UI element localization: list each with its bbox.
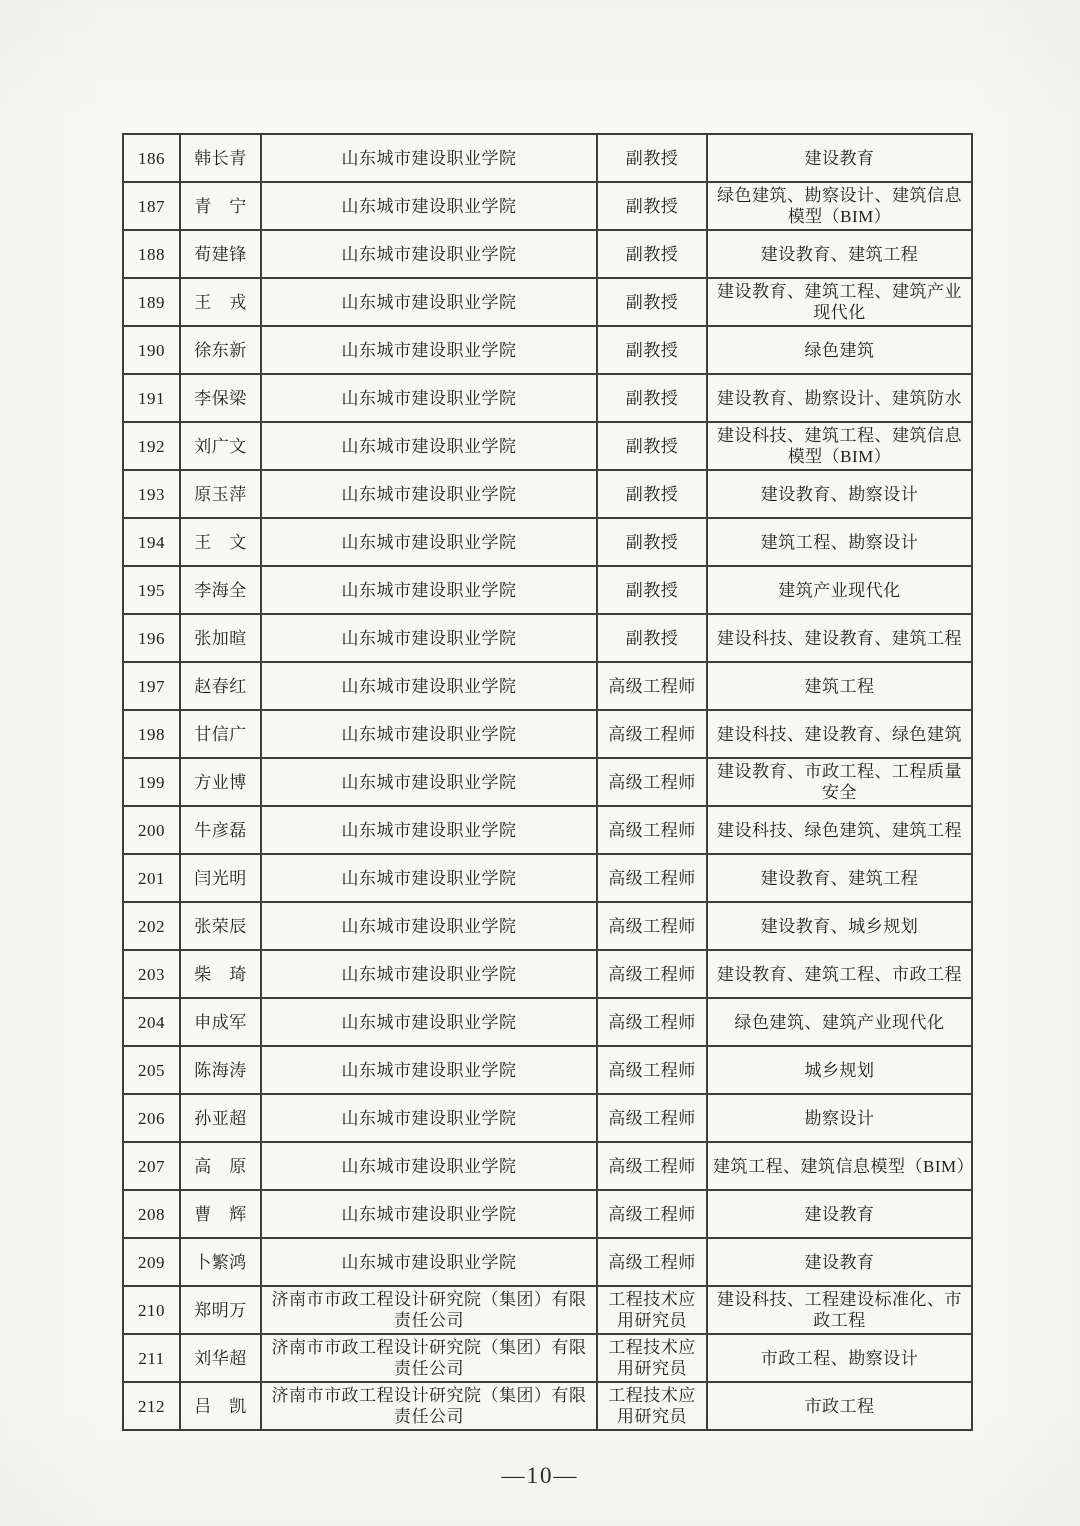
- cell-expertise-field: 建设教育、建筑工程: [707, 230, 972, 278]
- table-row: [123, 1382, 972, 1430]
- cell-professional-title: 高级工程师: [597, 950, 707, 998]
- cell-professional-title: 工程技术应用研究员: [597, 1382, 707, 1430]
- cell-professional-title: 高级工程师: [597, 1238, 707, 1286]
- cell-person-name: 卜繁鸿: [180, 1238, 261, 1286]
- cell-person-name: 孙亚超: [180, 1094, 261, 1142]
- cell-expertise-field: 建设科技、绿色建筑、建筑工程: [707, 806, 972, 854]
- cell-serial-number: 211: [123, 1334, 180, 1382]
- table-row: [123, 374, 972, 422]
- table-row: [123, 614, 972, 662]
- table-row: [123, 1142, 972, 1190]
- cell-person-name: 郑明万: [180, 1286, 261, 1334]
- cell-serial-number: 210: [123, 1286, 180, 1334]
- cell-organization: 山东城市建设职业学院: [261, 614, 597, 662]
- cell-expertise-field: 建设教育、建筑工程、市政工程: [707, 950, 972, 998]
- cell-professional-title: 高级工程师: [597, 1190, 707, 1238]
- cell-serial-number: 190: [123, 326, 180, 374]
- cell-organization: 山东城市建设职业学院: [261, 1094, 597, 1142]
- cell-organization: 山东城市建设职业学院: [261, 470, 597, 518]
- cell-organization: 山东城市建设职业学院: [261, 902, 597, 950]
- cell-professional-title: 副教授: [597, 374, 707, 422]
- cell-serial-number: 198: [123, 710, 180, 758]
- cell-organization: 山东城市建设职业学院: [261, 134, 597, 182]
- table-row: [123, 230, 972, 278]
- cell-organization: 山东城市建设职业学院: [261, 230, 597, 278]
- cell-person-name: 张加暄: [180, 614, 261, 662]
- cell-expertise-field: 市政工程、勘察设计: [707, 1334, 972, 1382]
- cell-serial-number: 192: [123, 422, 180, 470]
- cell-serial-number: 204: [123, 998, 180, 1046]
- personnel-roster-table: [122, 133, 973, 1431]
- cell-expertise-field: 建设教育、城乡规划: [707, 902, 972, 950]
- cell-professional-title: 高级工程师: [597, 998, 707, 1046]
- cell-serial-number: 196: [123, 614, 180, 662]
- cell-person-name: 牛彦磊: [180, 806, 261, 854]
- cell-organization: 济南市市政工程设计研究院（集团）有限责任公司: [261, 1382, 597, 1430]
- cell-expertise-field: 绿色建筑、建筑产业现代化: [707, 998, 972, 1046]
- cell-expertise-field: 建设教育: [707, 1238, 972, 1286]
- cell-person-name: 吕 凯: [180, 1382, 261, 1430]
- cell-person-name: 赵春红: [180, 662, 261, 710]
- table-row: [123, 950, 972, 998]
- cell-professional-title: 副教授: [597, 182, 707, 230]
- cell-organization: 山东城市建设职业学院: [261, 1190, 597, 1238]
- cell-serial-number: 199: [123, 758, 180, 806]
- table-row: [123, 710, 972, 758]
- cell-professional-title: 高级工程师: [597, 758, 707, 806]
- cell-serial-number: 191: [123, 374, 180, 422]
- cell-person-name: 王 戎: [180, 278, 261, 326]
- cell-professional-title: 副教授: [597, 614, 707, 662]
- cell-professional-title: 副教授: [597, 278, 707, 326]
- table-row: [123, 998, 972, 1046]
- cell-serial-number: 205: [123, 1046, 180, 1094]
- cell-person-name: 甘信广: [180, 710, 261, 758]
- cell-organization: 山东城市建设职业学院: [261, 518, 597, 566]
- cell-expertise-field: 市政工程: [707, 1382, 972, 1430]
- cell-expertise-field: 建设科技、工程建设标准化、市政工程: [707, 1286, 972, 1334]
- cell-serial-number: 206: [123, 1094, 180, 1142]
- cell-expertise-field: 建筑工程: [707, 662, 972, 710]
- table-row: [123, 758, 972, 806]
- table-row: [123, 1286, 972, 1334]
- cell-person-name: 李保梁: [180, 374, 261, 422]
- table-row: [123, 1238, 972, 1286]
- cell-serial-number: 202: [123, 902, 180, 950]
- cell-person-name: 荀建锋: [180, 230, 261, 278]
- cell-organization: 山东城市建设职业学院: [261, 1046, 597, 1094]
- cell-serial-number: 212: [123, 1382, 180, 1430]
- table-row: [123, 1046, 972, 1094]
- cell-professional-title: 副教授: [597, 134, 707, 182]
- cell-professional-title: 副教授: [597, 422, 707, 470]
- cell-person-name: 徐东新: [180, 326, 261, 374]
- cell-expertise-field: 建设教育: [707, 1190, 972, 1238]
- cell-expertise-field: 建设科技、建筑工程、建筑信息模型（BIM）: [707, 422, 972, 470]
- cell-professional-title: 高级工程师: [597, 1046, 707, 1094]
- cell-person-name: 曹 辉: [180, 1190, 261, 1238]
- cell-organization: 山东城市建设职业学院: [261, 422, 597, 470]
- cell-expertise-field: 建设教育、市政工程、工程质量安全: [707, 758, 972, 806]
- cell-person-name: 方业博: [180, 758, 261, 806]
- cell-organization: 济南市市政工程设计研究院（集团）有限责任公司: [261, 1334, 597, 1382]
- table-row: [123, 1190, 972, 1238]
- cell-organization: 济南市市政工程设计研究院（集团）有限责任公司: [261, 1286, 597, 1334]
- table-row: [123, 662, 972, 710]
- table-row: [123, 134, 972, 182]
- table-row: [123, 566, 972, 614]
- cell-person-name: 张荣辰: [180, 902, 261, 950]
- cell-expertise-field: 建筑工程、建筑信息模型（BIM）: [707, 1142, 972, 1190]
- cell-person-name: 韩长青: [180, 134, 261, 182]
- cell-organization: 山东城市建设职业学院: [261, 710, 597, 758]
- cell-organization: 山东城市建设职业学院: [261, 182, 597, 230]
- table-row: [123, 422, 972, 470]
- cell-person-name: 陈海涛: [180, 1046, 261, 1094]
- cell-professional-title: 副教授: [597, 566, 707, 614]
- cell-professional-title: 高级工程师: [597, 854, 707, 902]
- cell-expertise-field: 建设教育、建筑工程: [707, 854, 972, 902]
- cell-serial-number: 201: [123, 854, 180, 902]
- table-row: [123, 902, 972, 950]
- cell-professional-title: 副教授: [597, 230, 707, 278]
- table-row: [123, 806, 972, 854]
- cell-organization: 山东城市建设职业学院: [261, 278, 597, 326]
- cell-professional-title: 副教授: [597, 470, 707, 518]
- table-row: [123, 326, 972, 374]
- cell-serial-number: 186: [123, 134, 180, 182]
- cell-serial-number: 188: [123, 230, 180, 278]
- cell-serial-number: 200: [123, 806, 180, 854]
- cell-serial-number: 208: [123, 1190, 180, 1238]
- table-row: [123, 1094, 972, 1142]
- cell-person-name: 申成军: [180, 998, 261, 1046]
- cell-person-name: 刘广文: [180, 422, 261, 470]
- cell-expertise-field: 勘察设计: [707, 1094, 972, 1142]
- cell-serial-number: 195: [123, 566, 180, 614]
- cell-expertise-field: 建筑产业现代化: [707, 566, 972, 614]
- cell-professional-title: 工程技术应用研究员: [597, 1286, 707, 1334]
- cell-serial-number: 189: [123, 278, 180, 326]
- cell-organization: 山东城市建设职业学院: [261, 374, 597, 422]
- cell-person-name: 青 宁: [180, 182, 261, 230]
- cell-person-name: 闫光明: [180, 854, 261, 902]
- cell-person-name: 王 文: [180, 518, 261, 566]
- roster-table-body: [123, 134, 975, 1430]
- cell-expertise-field: 建设科技、建设教育、建筑工程: [707, 614, 972, 662]
- cell-expertise-field: 建设科技、建设教育、绿色建筑: [707, 710, 972, 758]
- cell-organization: 山东城市建设职业学院: [261, 566, 597, 614]
- cell-professional-title: 副教授: [597, 518, 707, 566]
- cell-expertise-field: 绿色建筑: [707, 326, 972, 374]
- cell-serial-number: 194: [123, 518, 180, 566]
- cell-organization: 山东城市建设职业学院: [261, 806, 597, 854]
- cell-expertise-field: 建筑工程、勘察设计: [707, 518, 972, 566]
- cell-expertise-field: 建设教育: [707, 134, 972, 182]
- cell-serial-number: 209: [123, 1238, 180, 1286]
- cell-organization: 山东城市建设职业学院: [261, 1238, 597, 1286]
- cell-organization: 山东城市建设职业学院: [261, 854, 597, 902]
- cell-person-name: 柴 琦: [180, 950, 261, 998]
- cell-expertise-field: 建设教育、建筑工程、建筑产业现代化: [707, 278, 972, 326]
- cell-expertise-field: 建设教育、勘察设计: [707, 470, 972, 518]
- cell-organization: 山东城市建设职业学院: [261, 1142, 597, 1190]
- table-row: [123, 182, 972, 230]
- cell-expertise-field: 城乡规划: [707, 1046, 972, 1094]
- cell-professional-title: 高级工程师: [597, 710, 707, 758]
- cell-person-name: 高 原: [180, 1142, 261, 1190]
- cell-professional-title: 副教授: [597, 326, 707, 374]
- table-row: [123, 470, 972, 518]
- table-row: [123, 518, 972, 566]
- cell-serial-number: 207: [123, 1142, 180, 1190]
- cell-professional-title: 高级工程师: [597, 902, 707, 950]
- cell-organization: 山东城市建设职业学院: [261, 998, 597, 1046]
- table-row: [123, 854, 972, 902]
- cell-professional-title: 高级工程师: [597, 1142, 707, 1190]
- cell-serial-number: 203: [123, 950, 180, 998]
- cell-serial-number: 193: [123, 470, 180, 518]
- cell-professional-title: 高级工程师: [597, 662, 707, 710]
- cell-professional-title: 工程技术应用研究员: [597, 1334, 707, 1382]
- cell-person-name: 刘华超: [180, 1334, 261, 1382]
- cell-organization: 山东城市建设职业学院: [261, 758, 597, 806]
- cell-organization: 山东城市建设职业学院: [261, 950, 597, 998]
- cell-expertise-field: 建设教育、勘察设计、建筑防水: [707, 374, 972, 422]
- cell-organization: 山东城市建设职业学院: [261, 662, 597, 710]
- cell-professional-title: 高级工程师: [597, 806, 707, 854]
- table-row: [123, 1334, 972, 1382]
- page-number: —10—: [501, 1463, 579, 1488]
- table-row: [123, 278, 972, 326]
- cell-expertise-field: 绿色建筑、勘察设计、建筑信息模型（BIM）: [707, 182, 972, 230]
- cell-person-name: 李海全: [180, 566, 261, 614]
- cell-serial-number: 197: [123, 662, 180, 710]
- cell-person-name: 原玉萍: [180, 470, 261, 518]
- cell-organization: 山东城市建设职业学院: [261, 326, 597, 374]
- cell-serial-number: 187: [123, 182, 180, 230]
- cell-professional-title: 高级工程师: [597, 1094, 707, 1142]
